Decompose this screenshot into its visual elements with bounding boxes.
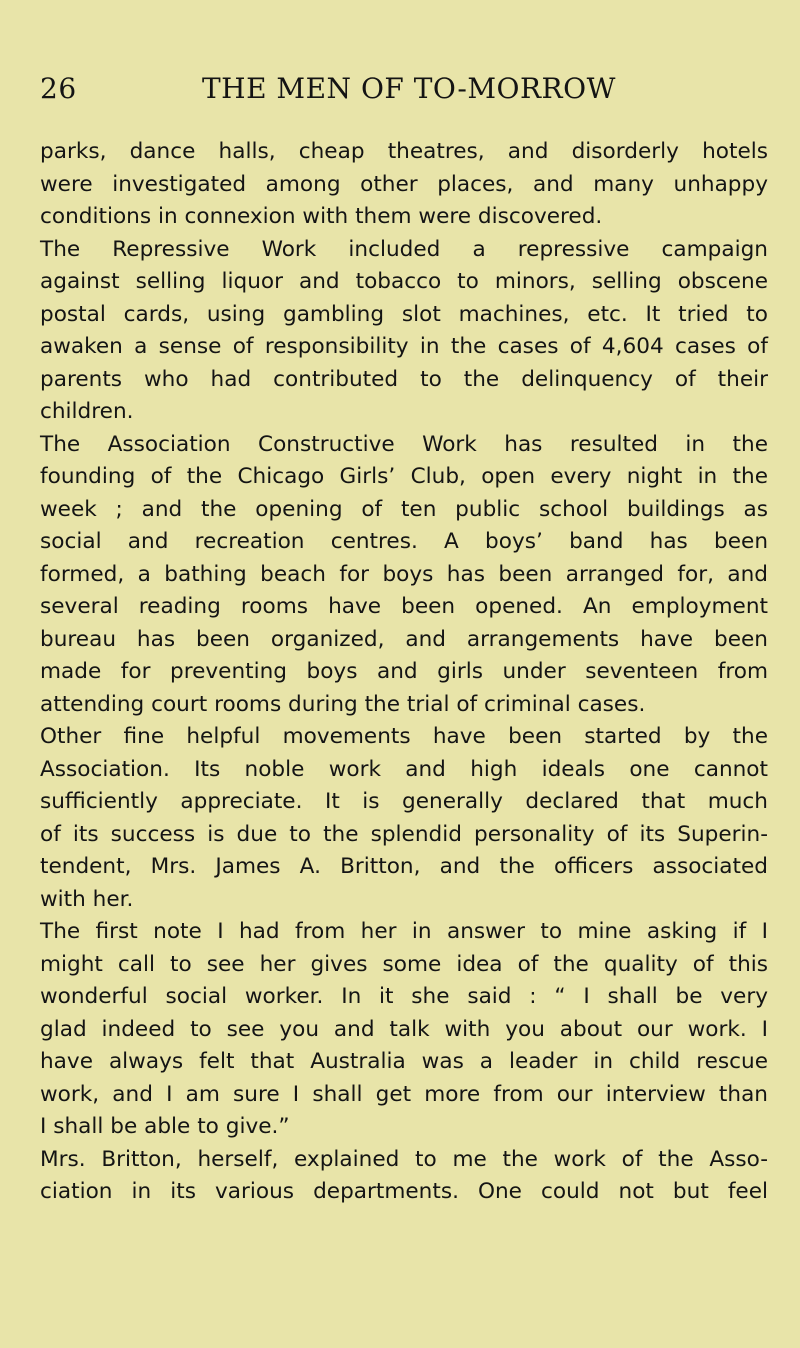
text-line: bureau has been organized, and arrangements have been — [40, 626, 768, 652]
text-line: awaken a sense of responsibility in the cases of 4,604 cases of — [40, 334, 768, 359]
text-line: Association. Its noble work and high ideals one cannot — [40, 756, 768, 782]
text-line: Other fine helpful movements have been started by the — [40, 724, 768, 749]
text-line: wonderful social worker. In it she said : “ I shall be very — [40, 984, 768, 1009]
text-line: made for preventing boys and girls under seventeen from — [40, 659, 768, 684]
text-line: conditions in connexion with them were discovered. — [40, 204, 603, 229]
body-text — [40, 136, 768, 1209]
text-line: of its success is due to the splendid personality of its Superin- — [40, 821, 768, 847]
text-line: week ; and the opening of ten public school buildings as — [40, 496, 768, 522]
text-line: The first note I had from her in answer to mine asking if I — [40, 919, 768, 944]
running-head: THE MEN OF TO-MORROW — [202, 72, 616, 105]
text-line: sufficiently appreciate. It is generally declared that much — [40, 789, 768, 814]
text-line: attending court rooms during the trial of criminal cases. — [40, 691, 646, 717]
text-line: children. — [40, 399, 134, 424]
text-line: I shall be able to give.” — [40, 1114, 290, 1139]
text-line: parents who had contributed to the delinquency of their — [40, 366, 768, 392]
text-line: The Association Constructive Work has resulted in the — [40, 431, 768, 457]
text-line: The Repressive Work included a repressive campaign — [40, 236, 768, 262]
text-line: founding of the Chicago Girls’ Club, open every night in the — [40, 464, 768, 489]
page-number: 26 — [40, 72, 77, 105]
text-line: formed, a bathing beach for boys has been arranged for, and — [40, 561, 768, 587]
text-line: have always felt that Australia was a leader in child rescue — [40, 1049, 768, 1074]
text-line: tendent, Mrs. James A. Britton, and the officers associated — [40, 854, 768, 879]
text-line: work, and I am sure I shall get more from our interview than — [40, 1081, 768, 1107]
text-line: were investigated among other places, and many unhappy — [40, 171, 768, 197]
text-line: Mrs. Britton, herself, explained to me the work of the Asso- — [40, 1146, 768, 1172]
text-line: parks, dance halls, cheap theatres, and disorderly hotels — [40, 139, 768, 164]
page-header — [40, 72, 790, 112]
text-line: glad indeed to see you and talk with you about our work. I — [40, 1016, 768, 1042]
text-line: postal cards, using gambling slot machines, etc. It tried to — [40, 301, 768, 327]
text-line: against selling liquor and tobacco to minors, selling obscene — [40, 269, 768, 294]
text-line: social and recreation centres. A boys’ band has been — [40, 529, 768, 554]
text-line: ciation in its various departments. One could not but feel — [40, 1179, 768, 1204]
text-line: might call to see her gives some idea of the quality of this — [40, 951, 768, 977]
text-line: several reading rooms have been opened. An employment — [40, 594, 768, 619]
text-line: with her. — [40, 886, 134, 912]
